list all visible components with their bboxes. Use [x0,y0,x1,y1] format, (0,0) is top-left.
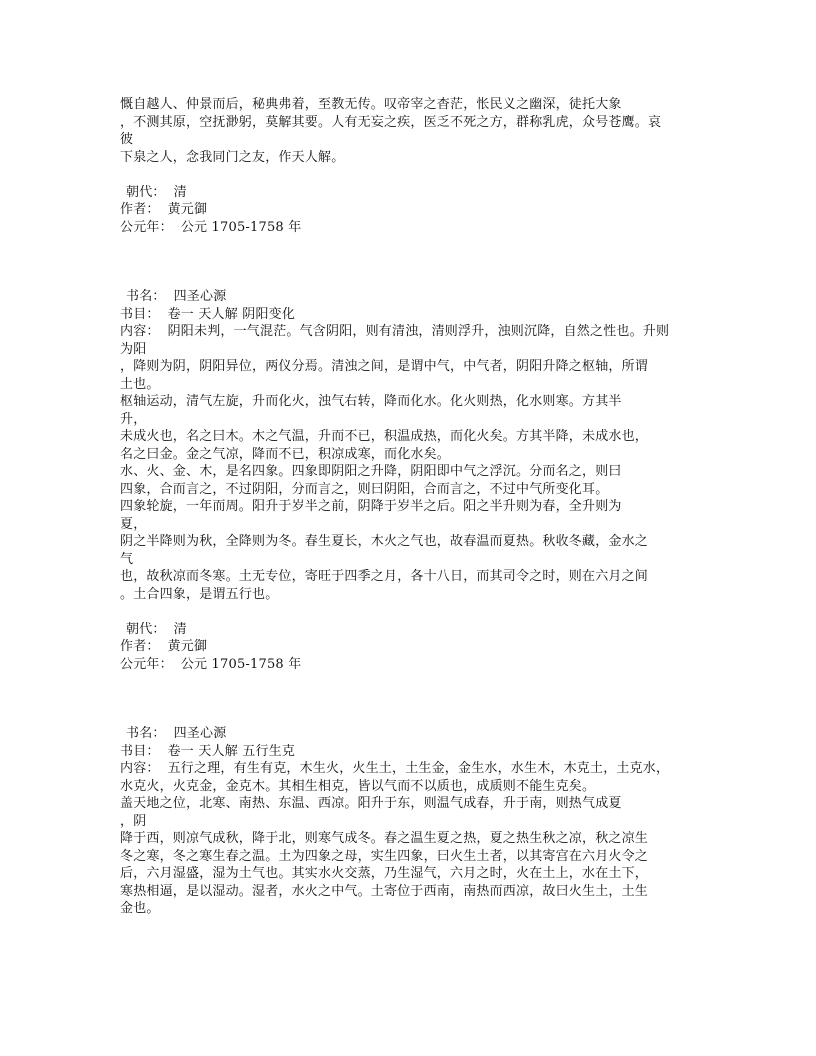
author-label: 作者： [120,639,160,654]
content-line: 后，六月湿盛，湿为土气也。其实水火交蒸，乃生湿气，六月之时，火在土上，水在土下， [120,866,649,881]
year-label: 公元年： [120,219,173,235]
spacer [120,166,710,184]
chapter-row [120,306,710,324]
content-line: 阴之半降则为秋，全降则为冬。春生夏长，木火之气也，故春温而夏热。秋收冬藏，金水之 [120,534,649,549]
content-line: 金也。 [120,901,160,916]
content-line: 气 [120,551,134,567]
content-line: 土也。 [120,376,160,392]
content-line: 降于西，则凉气成秋，降于北，则寒气成冬。春之温生夏之热，夏之热生秋之凉，秋之凉生 [120,831,649,846]
content-label: 内容： [120,761,160,776]
content-first-line: 阴阳未判，一气混茫。气含阴阳，则有清浊，清则浮升，浊则沉降，自然之性也。升则 [167,324,670,339]
section-gap [120,673,710,725]
chapter-value: 卷一 天人解 阴阳变化 [167,306,296,322]
content-line: 下泉之人，念我同门之友，作天人解。 [120,149,345,165]
content-line: 彼 [120,132,134,147]
author-row [120,638,710,656]
content-line: 盖天地之位，北寒、南热、东温、西凉。阳升于东，则温气成春，升于南，则热气成夏 [120,796,622,811]
content-line: 夏， [120,516,147,532]
content-line: 也，故秋凉而冬寒。土无专位，寄旺于四季之月，各十八日，而其司令之时，则在六月之间 [120,569,649,584]
meta-block [120,184,710,237]
author-row [120,201,710,219]
book-label: 书名： [126,289,166,304]
dynasty-value: 清 [173,621,187,637]
book-label: 书名： [126,726,166,741]
chapter-label: 书目： [120,306,160,322]
content-line: 未成火也，名之曰木。木之气温，升而不已，积温成热，而化火矣。方其半降，未成水也， [120,429,649,444]
chapter-label: 书目： [120,743,160,759]
author-label: 作者： [120,202,160,217]
content-line: 四象轮旋，一年而周。阳升于岁半之前，阴降于岁半之后。阳之半升则为春，全升则为 [120,499,622,514]
content-label: 内容： [120,324,160,339]
year-row [120,219,710,237]
content-row [120,760,710,778]
book-value: 四圣心源 [173,289,227,304]
content-line: 。土合四象，是谓五行也。 [120,586,279,602]
content-line: ，阴 [120,813,147,829]
dynasty-row [120,184,710,202]
meta-block [120,621,710,674]
chapter-row [120,743,710,761]
content-line: 慨自越人、仲景而后，秘典弗着，至教无传。叹帝宰之杳茫，怅民义之幽深，徒托大象 [120,97,622,112]
chapter-value: 卷一 天人解 五行生克 [167,743,296,759]
dynasty-value: 清 [173,184,187,200]
content-line: ，降则为阴，阴阳异位，两仪分焉。清浊之间，是谓中气，中气者，阴阳升降之枢轴，所谓 [120,359,649,374]
content-line: 四象，合而言之，不过阴阳，分而言之，则曰阴阳，合而言之，不过中气所变化耳。 [120,481,609,497]
content-row [120,323,710,341]
content-line: 名之曰金。金之气凉，降而不已，积凉成寒，而化水矣。 [120,446,451,462]
year-row [120,656,710,674]
content-line: 枢轴运动，清气左旋，升而化火，浊气右转，降而化水。化火则热，化水则寒。方其半 [120,394,622,409]
content-first-line: 五行之理，有生有克，木生火，火生土，土生金，金生水，水生木，木克土，土克水， [167,761,670,776]
year-value: 公元 1705-1758 年 [180,656,302,672]
author-value: 黄元御 [167,639,208,654]
dynasty-label: 朝代： [126,184,166,200]
preface-content [120,96,710,166]
author-value: 黄元御 [167,202,208,217]
year-value: 公元 1705-1758 年 [180,219,302,235]
book-row [120,288,710,306]
book-value: 四圣心源 [173,726,227,741]
content-line: 升， [120,411,147,427]
year-label: 公元年： [120,656,173,672]
entry-five-phases [120,725,710,918]
dynasty-row [120,621,710,639]
content-line: 寒热相逼，是以湿动。湿者，水火之中气。土寄位于西南，南热而西凉，故曰火生土，土生 [120,883,649,899]
entry-yinyang [120,288,710,603]
dynasty-label: 朝代： [126,621,166,637]
content-line: ，不测其原，空抚渺躬，莫解其要。人有无妄之疾，医乏不死之方，群称乳虎，众号苍鹰。哀 [120,114,662,130]
section-gap [120,236,710,288]
spacer [120,603,710,621]
content-line: 冬之寒，冬之寒生春之温。土为四象之母，实生四象，曰火生土者，以其寄宫在六月火令之 [120,848,649,864]
content-line: 水克火，火克金，金克木。其相生相克，皆以气而不以质也，成质则不能生克矣。 [120,778,596,794]
document-page [120,96,710,918]
book-row [120,725,710,743]
content-line: 为阳 [120,341,147,357]
content-line: 水、火、金、木，是名四象。四象即阴阳之升降，阴阳即中气之浮沉。分而名之，则曰 [120,464,622,479]
